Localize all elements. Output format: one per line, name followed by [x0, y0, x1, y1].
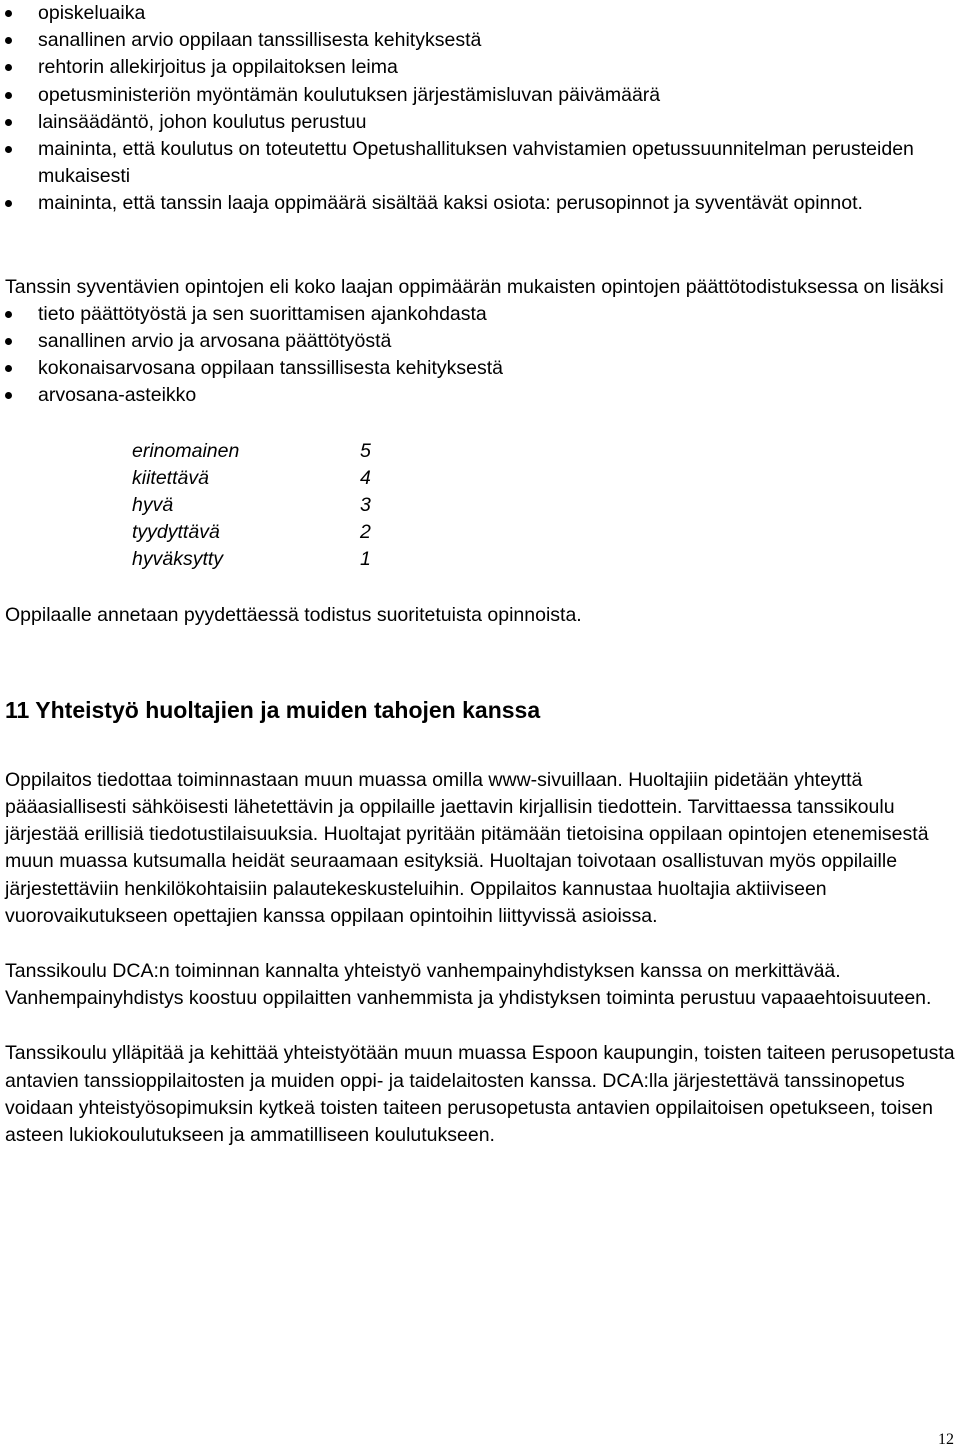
list-item: lainsäädäntö, johon koulutus perustuu [5, 109, 955, 136]
advanced-studies-list [5, 301, 955, 410]
closing-paragraph: Oppilaalle annetaan pyydettäessä todistus suoritetuista opinnoista. [5, 603, 582, 626]
document-page [5, 0, 955, 1149]
grade-scale [132, 438, 955, 574]
grade-row [132, 438, 955, 465]
grade-row [132, 465, 955, 492]
advanced-studies-intro: Tanssin syventävien opintojen eli koko laajan oppimäärän mukaisten opintojen päättötodistuksessa on lisäksi [5, 275, 944, 298]
list-item: rehtorin allekirjoitus ja oppilaitoksen leima [5, 54, 955, 81]
grade-value: 2 [360, 521, 371, 544]
grade-label: tyydyttävä [132, 521, 220, 544]
list-item: sanallinen arvio ja arvosana päättötyöstä [5, 328, 955, 355]
grade-row [132, 546, 955, 573]
grade-value: 5 [360, 439, 371, 462]
grade-row [132, 519, 955, 546]
list-item: opetusministeriön myöntämän koulutuksen järjestämisluvan päivämäärä [5, 82, 955, 109]
grade-label: hyvä [132, 494, 174, 517]
paragraph: Tanssikoulu ylläpitää ja kehittää yhteistyötään muun muassa Espoon kaupungin, toisten taiteen perusopetusta antavien tanssioppilaitosten ja muiden oppi- ja taidelaitosten kanssa. DCA:lla järjestettävä tanssinopetus voidaan yhteistyösopimuksin kytkeä toisten taiteen perusopetusta antavien oppilaitoisen opetukseen, toisen asteen lukiokoulutukseen ja ammatilliseen koulutukseen. [5, 1042, 955, 1147]
certificate-contents-list [5, 0, 955, 218]
list-item: arvosana-asteikko [5, 382, 955, 409]
list-item: tieto päättötyöstä ja sen suorittamisen ajankohdasta [5, 301, 955, 328]
grade-value: 1 [360, 548, 371, 571]
paragraph: Oppilaitos tiedottaa toiminnastaan muun muassa omilla www-sivuillaan. Huoltajiin pidetään yhteyttä pääasiallisesti sähköisesti lähetettävin ja oppilaille jaettavin kirjallisin tiedottein. Tarvittaessa tanssikoulu järjestää erillisiä tiedotustilaisuuksia. Huoltajat pyritään pitämään tietoisina oppilaan opintojen etenemisestä muun muassa kutsumalla heidät seuraamaan esityksiä. Huoltajan toivotaan osallistuvan myös oppilaille järjestettäviin henkilökohtaisiin palautekeskusteluihin. Oppilaitos kannustaa huoltajia aktiiviseen vuorovaikutukseen opettajien kanssa oppilaan opintoihin liittyvissä asioissa. [5, 768, 929, 927]
grade-value: 3 [360, 494, 371, 517]
list-item: maininta, että tanssin laaja oppimäärä sisältää kaksi osiota: perusopinnot ja syventävät opinnot. [5, 190, 955, 217]
paragraph: Tanssikoulu DCA:n toiminnan kannalta yhteistyö vanhempainyhdistyksen kanssa on merkittävää. Vanhempainyhdistys koostuu oppilaitten vanhemmista ja yhdistyksen toiminta perustuu vapaaehtoisuuteen. [5, 960, 932, 1010]
list-item: kokonaisarvosana oppilaan tanssillisesta kehityksestä [5, 355, 955, 382]
list-item: sanallinen arvio oppilaan tanssillisesta kehityksestä [5, 27, 955, 54]
list-item: maininta, että koulutus on toteutettu Opetushallituksen vahvistamien opetussuunnitelman perusteiden mukaisesti [5, 136, 955, 190]
grade-label: kiitettävä [132, 466, 209, 489]
page-number: 12 [938, 1431, 954, 1448]
section-heading: 11 Yhteistyö huoltajien ja muiden tahojen kanssa [5, 696, 541, 723]
grade-row [132, 492, 955, 519]
list-item: opiskeluaika [5, 0, 955, 27]
grade-value: 4 [360, 466, 371, 489]
grade-label: erinomainen [132, 439, 240, 462]
grade-label: hyväksytty [132, 548, 224, 571]
